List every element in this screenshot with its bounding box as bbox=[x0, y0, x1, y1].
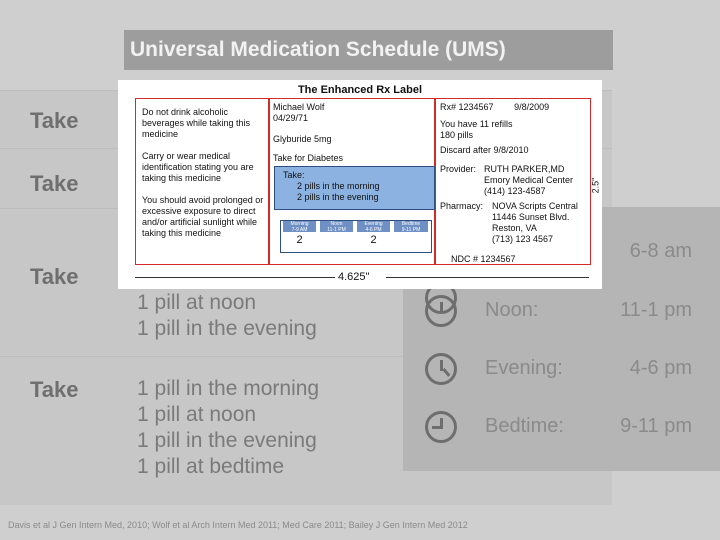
provider-line: (414) 123-4587 bbox=[484, 186, 546, 196]
clock-icon bbox=[425, 411, 457, 443]
time-label-noon: Noon: bbox=[485, 299, 539, 321]
slot-morning-header: Morning 7-9 AM bbox=[283, 221, 316, 232]
warnings-column bbox=[142, 107, 264, 239]
slot-noon-header: Noon 11-1 PM bbox=[320, 221, 353, 232]
width-dimension-line bbox=[135, 277, 335, 278]
provider-block bbox=[440, 164, 590, 196]
time-label-bedtime: Bedtime: bbox=[485, 415, 564, 437]
take-instructions-box bbox=[274, 166, 435, 210]
patient-dob: 04/29/71 bbox=[273, 113, 309, 123]
warning-text: Do not drink alcoholic beverages while taking this medicine bbox=[142, 107, 251, 139]
pharmacy-label: Pharmacy: bbox=[440, 201, 484, 211]
drug-purpose: Take for Diabetes bbox=[273, 153, 344, 163]
discard-date: Discard after 9/8/2010 bbox=[440, 145, 529, 155]
height-dimension: 2.5" bbox=[590, 177, 601, 194]
take-label-1: Take bbox=[30, 108, 79, 133]
take-line: 2 pills in the evening bbox=[297, 192, 379, 202]
citation: Davis et al J Gen Intern Med, 2010; Wolf et al Arch Intern Med 2011; Med Care 2011; Bailey J Gen Intern Med 2012 bbox=[8, 520, 468, 530]
time-range-bedtime: 9-11 pm bbox=[620, 415, 692, 437]
time-range-noon: 11-1 pm bbox=[620, 299, 692, 321]
drug-name: Glyburide 5mg bbox=[273, 134, 332, 144]
take-label-2: Take bbox=[30, 171, 79, 196]
slot-morning-qty: 2 bbox=[296, 234, 303, 246]
slot-noon-qty bbox=[320, 234, 353, 250]
take-label-3: Take bbox=[30, 264, 79, 289]
dose-line: 1 pill at bedtime bbox=[137, 455, 285, 478]
dose-line: 1 pill in the evening bbox=[137, 429, 317, 452]
take-label-4: Take bbox=[30, 377, 79, 402]
time-label-evening: Evening: bbox=[485, 357, 563, 379]
pharmacy-line: (713) 123 4567 bbox=[492, 234, 554, 244]
slide-title: Universal Medication Schedule (UMS) bbox=[124, 30, 613, 70]
dosing-schedule-grid bbox=[280, 220, 432, 253]
dose-line: 1 pill in the evening bbox=[137, 317, 317, 340]
ndc-number: NDC # 1234567 bbox=[451, 254, 516, 264]
width-dimension: 4.625" bbox=[338, 271, 370, 283]
dose-list-3 bbox=[137, 290, 317, 342]
dose-line: 1 pill at noon bbox=[137, 403, 257, 426]
clock-icon bbox=[425, 353, 457, 385]
pharmacy-line: NOVA Scripts Central bbox=[492, 201, 578, 211]
rx-label-title: The Enhanced Rx Label bbox=[297, 84, 423, 96]
slot-evening-header: Evening 4-6 PM bbox=[357, 221, 390, 232]
slot-evening-qty: 2 bbox=[370, 234, 377, 246]
dose-list-4 bbox=[137, 376, 319, 480]
pharmacy-block bbox=[440, 201, 590, 244]
rx-info bbox=[440, 102, 590, 156]
refills: You have 11 refills bbox=[440, 119, 513, 129]
enhanced-rx-label bbox=[118, 80, 602, 289]
patient-info bbox=[273, 102, 433, 164]
provider-line: Emory Medical Center bbox=[484, 175, 574, 185]
rx-number: Rx# 1234567 bbox=[440, 102, 494, 112]
dose-line: 1 pill at noon bbox=[137, 291, 257, 314]
dose-line: 1 pill in the morning bbox=[137, 377, 320, 400]
rx-date: 9/8/2009 bbox=[514, 102, 550, 112]
provider-label: Provider: bbox=[440, 164, 477, 174]
pharmacy-line: 11446 Sunset Blvd. bbox=[492, 212, 570, 222]
warning-text: You should avoid prolonged or excessive exposure to direct and/or artificial sunlight while taking this medicine bbox=[142, 195, 264, 238]
patient-name: Michael Wolf bbox=[273, 102, 325, 112]
time-range-evening: 4-6 pm bbox=[629, 357, 692, 379]
warning-text: Carry or wear medical identification stating you are taking this medicine bbox=[142, 151, 254, 183]
slot-bedtime-header: Bedtime 9-11 PM bbox=[394, 221, 428, 232]
slot-bedtime-qty bbox=[394, 234, 428, 250]
take-heading: Take: bbox=[283, 170, 305, 180]
provider-line: RUTH PARKER,MD bbox=[484, 164, 565, 174]
time-range-morning: 6-8 am bbox=[629, 240, 692, 262]
width-dimension-line bbox=[386, 277, 589, 278]
label-divider bbox=[268, 98, 270, 265]
pill-count: 180 pills bbox=[440, 130, 474, 140]
pharmacy-line: Reston, VA bbox=[492, 223, 537, 233]
take-line: 2 pills in the morning bbox=[297, 181, 380, 191]
